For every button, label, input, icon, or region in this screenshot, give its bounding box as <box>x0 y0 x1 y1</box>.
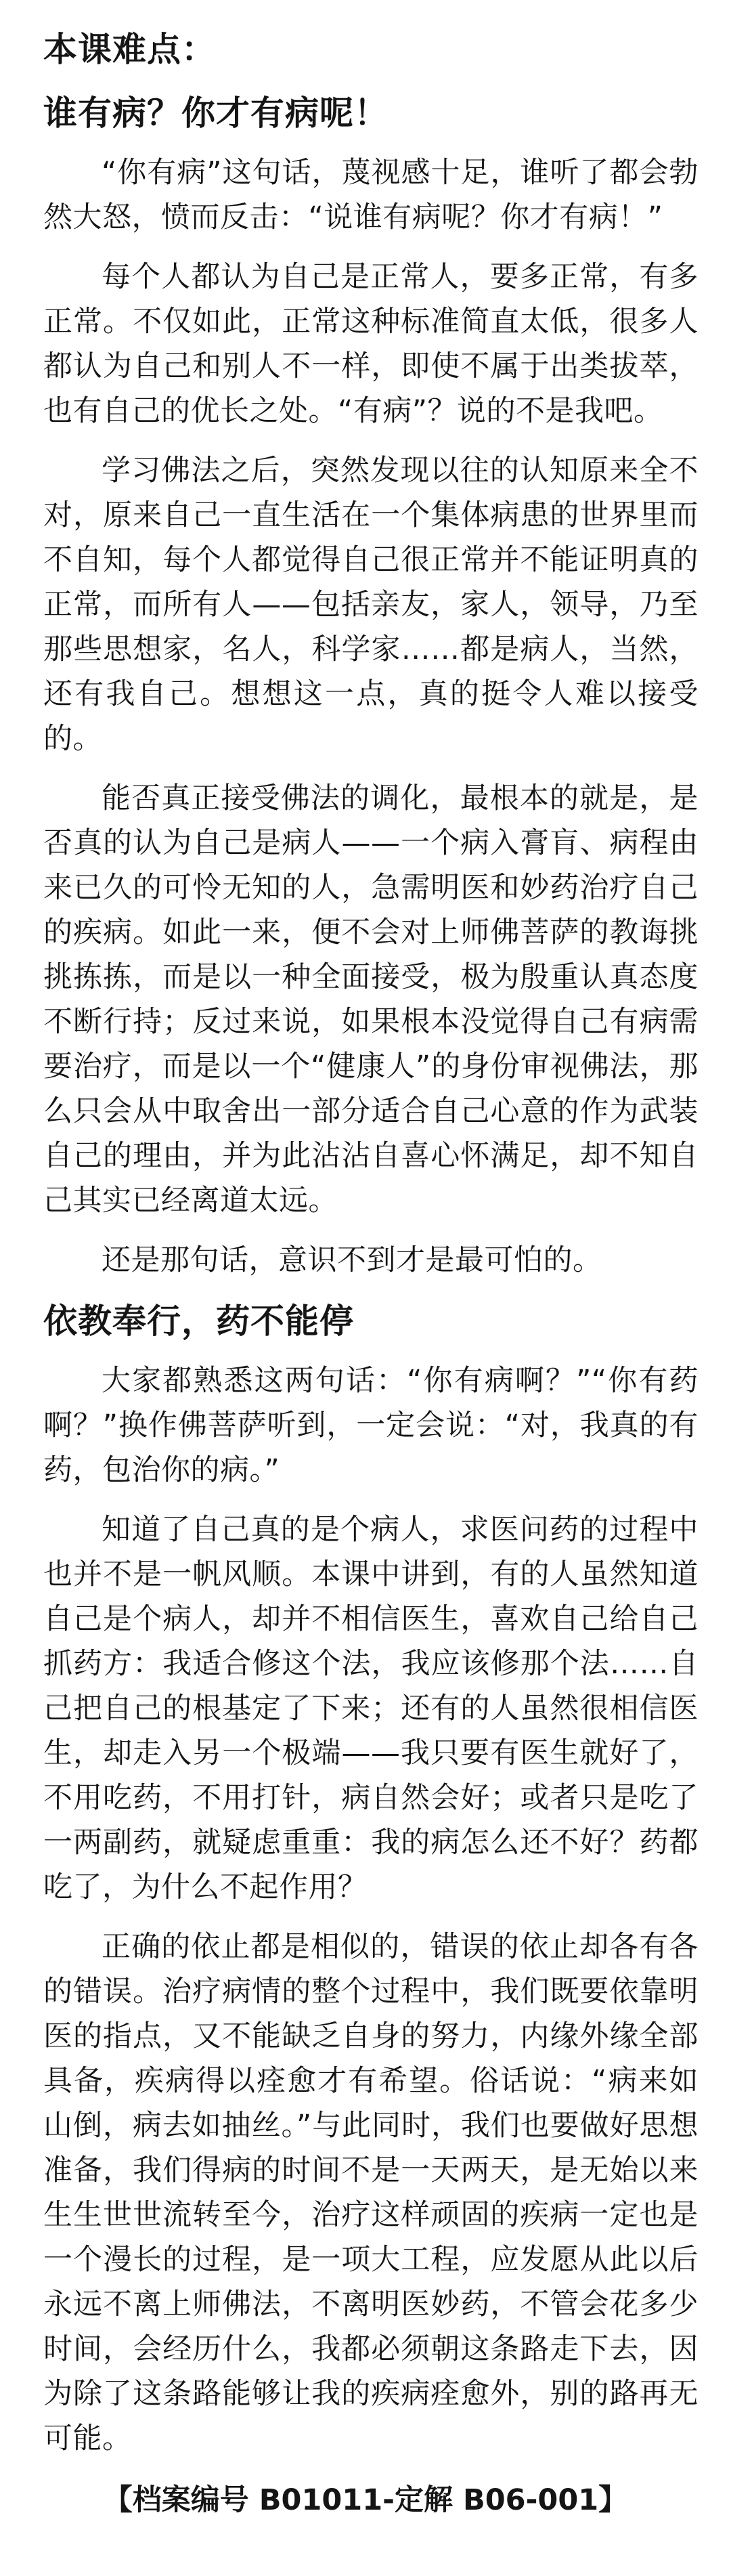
section-heading: 谁有病？你才有病呢！ <box>43 93 389 133</box>
archive-code: 【档案编号 B01011-定解 B06-001】 <box>103 2483 628 2517</box>
paragraph: 学习佛法之后，突然发现以往的认知原来全不对，原来自己一直生活在一个集体病患的世界里而不自知，每个人都觉得自己很正常并不能证明真的正常，而所有人——包括亲友，家人，领导，乃至那些思想家，名人，科学家……都是病人，当然，还有我自己。想想这一点，真的挺令人难以接受的。 <box>43 454 699 756</box>
lesson-label: 本课难点： <box>43 30 216 69</box>
paragraph: 能否真正接受佛法的调化，最根本的就是，是否真的认为自己是病人——一个病入膏肓、病程由来已久的可怜无知的人，急需明医和妙药治疗自己的疾病。如此一来，便不会对上师佛菩萨的教诲挑挑拣拣，而是以一种全面接受，极为殷重认真态度不断行持；反过来说，如果根本没觉得自己有病需要治疗，而是以一个“健康人”的身份审视佛法，那么只会从中取舍出一部分适合自己心意的作为武装自己的理由，并为此沾沾自喜心怀满足，却不知自己其实已经离道太远。 <box>43 781 699 1218</box>
section-2 <box>43 1297 699 2461</box>
paragraph: 正确的依止都是相似的，错误的依止却各有各的错误。治疗病情的整个过程中，我们既要依靠明医的指点，又不能缺乏自身的努力，内缘外缘全部具备，疾病得以痊愈才有希望。俗话说：“病来如山倒，病去如抽丝。”与此同时，我们也要做好思想准备，我们得病的时间不是一天两天，是无始以来生生世世流转至今，治疗这样顽固的疾病一定也是一个漫长的过程，是一项大工程，应发愿从此以后永远不离上师佛法，不离明医妙药，不管会花多少时间，会经历什么，我都必须朝这条路走下去，因为除了这条路能够让我的疾病痊愈外，别的路再无可能。 <box>43 1930 699 2455</box>
paragraph: 大家都熟悉这两句话：“你有病啊？”“你有药啊？”换作佛菩萨听到，一定会说：“对，我真的有药，包治你的病。” <box>43 1364 699 1487</box>
paragraph: 知道了自己真的是个病人，求医问药的过程中也并不是一帆风顺。本课中讲到，有的人虽然知道自己是个病人，却并不相信医生，喜欢自己给自己抓药方：我适合修这个法，我应该修那个法……自己把自己的根基定了下来；还有的人虽然很相信医生，却走入另一个极端——我只要有医生就好了，不用吃药，不用打针，病自然会好；或者只是吃了一两副药，就疑虑重重：我的病怎么还不好？药都吃了，为什么不起作用？ <box>43 1513 699 1904</box>
paragraph: 每个人都认为自己是正常人，要多正常，有多正常。不仅如此，正常这种标准简直太低，很多人都认为自己和别人不一样，即使不属于出类拔萃，也有自己的优长之处。“有病”？说的不是我吧。 <box>43 260 699 428</box>
section-heading: 依教奉行，药不能停 <box>43 1302 354 1341</box>
paragraph: 还是那句话，意识不到才是最可怕的。 <box>102 1243 602 1277</box>
paragraph: “你有病”这句话，蔑视感十足，谁听了都会勃然大怒，愤而反击：“说谁有病呢？你才有病！” <box>43 156 699 234</box>
section-1 <box>43 89 699 1283</box>
